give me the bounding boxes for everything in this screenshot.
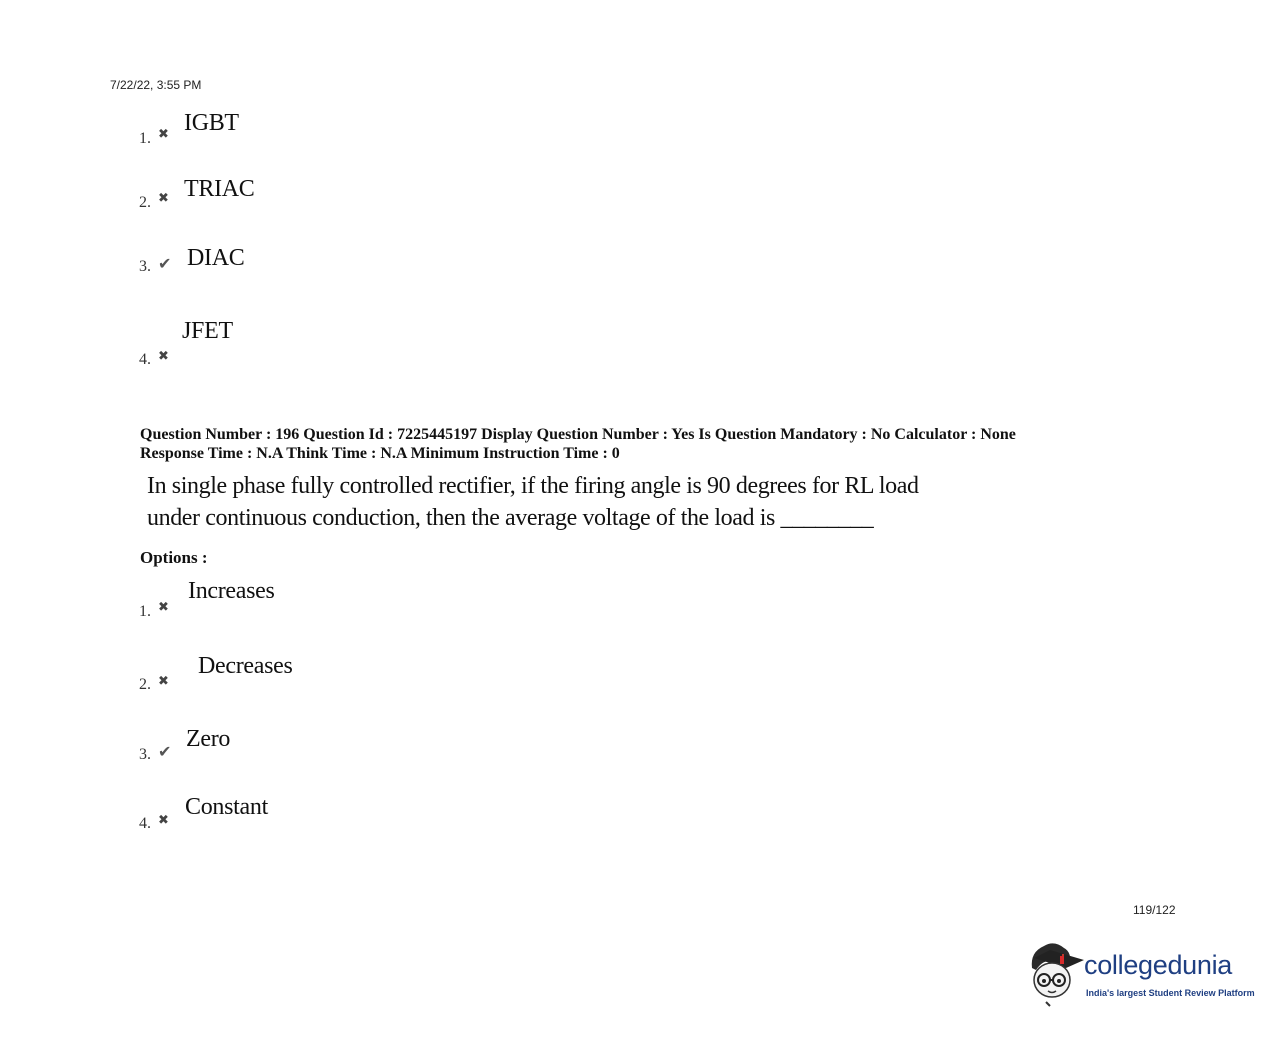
option-text: Zero	[186, 726, 231, 752]
option-item	[139, 578, 539, 638]
option-number: 2.	[139, 194, 151, 211]
option-text: IGBT	[184, 110, 239, 136]
option-text: Increases	[188, 578, 275, 604]
option-number: 3.	[139, 258, 151, 275]
option-number: 2.	[139, 676, 151, 693]
cross-mark-icon: ✖	[158, 600, 169, 615]
option-text: Decreases	[198, 653, 293, 679]
option-number: 1.	[139, 603, 151, 620]
question-meta-line: Question Number : 196 Question Id : 7225445197 Display Question Number : Yes Is Question Mandatory : No Calculator : None	[140, 426, 1016, 443]
option-number: 1.	[139, 130, 151, 147]
cross-mark-icon: ✖	[158, 191, 169, 206]
brand-name: collegedunia	[1084, 950, 1233, 980]
question-text	[147, 470, 919, 534]
print-timestamp: 7/22/22, 3:55 PM	[110, 78, 202, 92]
question-text-line: In single phase fully controlled rectifier, if the firing angle is 90 degrees for RL load	[147, 473, 919, 499]
cross-mark-icon: ✖	[158, 674, 169, 689]
question-meta	[140, 425, 1016, 463]
option-text: Constant	[185, 794, 268, 820]
option-item	[139, 726, 539, 786]
option-item	[139, 653, 539, 713]
options-label: Options :	[140, 548, 208, 567]
check-mark-icon: ✔	[158, 254, 172, 273]
option-item	[139, 794, 539, 854]
option-number: 4.	[139, 351, 151, 368]
cross-mark-icon: ✖	[158, 127, 169, 142]
option-number: 4.	[139, 815, 151, 832]
option-item	[139, 245, 539, 305]
mascot-icon	[1026, 940, 1088, 1010]
check-mark-icon: ✔	[158, 742, 172, 761]
cross-mark-icon: ✖	[158, 349, 169, 364]
question-text-line: under continuous conduction, then the average voltage of the load is ________	[147, 505, 874, 531]
brand-tagline: India's largest Student Review Platform	[1086, 988, 1255, 998]
option-item	[139, 110, 539, 170]
option-item	[139, 318, 539, 378]
option-text: JFET	[182, 318, 233, 344]
collegedunia-logo	[1026, 940, 1256, 1010]
question-meta-line: Response Time : N.A Think Time : N.A Minimum Instruction Time : 0	[140, 445, 620, 462]
option-number: 3.	[139, 746, 151, 763]
page-number: 119/122	[1133, 903, 1176, 917]
option-text: TRIAC	[184, 176, 255, 202]
cross-mark-icon: ✖	[158, 813, 169, 828]
option-text: DIAC	[187, 245, 245, 271]
option-item	[139, 176, 539, 236]
